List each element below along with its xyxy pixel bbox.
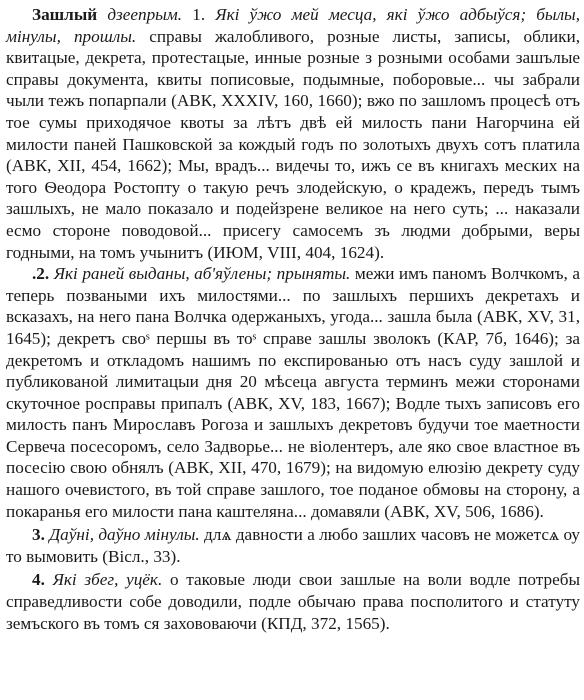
sense-citations: длѧ давности а любо зашлих часовъ не можетсѧ оу то вымовить (Вісл., 33).: [6, 525, 581, 566]
sense-number: 4.: [32, 570, 45, 590]
part-of-speech: дзеeпрым.: [107, 5, 183, 24]
sense-gloss: Які раней выданы, аб'яўлены; прыняты.: [53, 264, 351, 284]
entry-sense-3: [6, 524, 580, 567]
dictionary-page: [6, 4, 580, 634]
sense-gloss: Які ўжо мей месца, які ўжо адбыўся; былы, мінулы, прошлы.: [6, 5, 580, 46]
sense-citations: справы жалобливого, розные листы, записы, облики, квитацые, декрета, протестацые, инные розные з розными особами зашълые справы документа, квиты пописовые, подымные, поборовые... чы забрали чыли тежъ попарпали (АВК, XXXIV, 160, 1660); вжо по зашломъ процесѣ отъ тое сумы приходячое квоты за лѣтъ двѣ ей милость пани Нагорчина ей милости паней Пашковской за кождый годъ по золотыхъ двухъ сотъ платила (АВК, XII, 454, 1662); Мы, врадъ... видечы то, ижъ се въ книгахъ меских на того Ѳеодора Ростопту о такую речъ злодейскую, о крадежъ, передъ тымъ зашлыхъ, не мало показало и подейзрене великое на него суть; ... наказали есмо стороне поводовой... присегу самосемъ зъ людми добрыми, веры годными, на томъ учынитъ (ИЮМ, VIII, 404, 1624).: [6, 26, 581, 262]
entry-sense-2: [6, 263, 580, 522]
headword: Зашлый: [32, 5, 98, 24]
sense-citations: о таковые люди свои зашлые на воли водле потребы справедливости собе доводили, подле обычаю права посполитого и статуту земъского въ томъ ся захововаючи (КПД, 372, 1565).: [6, 570, 581, 633]
sense-number: 3.: [32, 525, 45, 545]
sense-number: 1.: [192, 5, 206, 24]
entry-sense-4: [6, 569, 580, 634]
entry-sense-1: [6, 4, 580, 263]
sense-gloss: Які збег, уцёк.: [52, 570, 163, 590]
sense-citations: межи имъ паномъ Волчкомъ, а теперь позваными ихъ милостями... по зашлыхъ першихъ декретахъ и всказахъ, на него пана Волчка одержаныхъ, угода... зашла была (АВК, XV, 31, 1645); декретъ своˢ першы въ тоˢ справе зашлы зволокъ (КАР, 7б, 1646); за декретомъ и откладомъ нашимъ по експированью отъ насъ суду зашлой и публикованой лимитацыи дня 20 мѣсеца августа терминъ межи сторонами скуточное росправы припалъ (АВК, XV, 183, 1667); Водле тыхъ записовъ его милость панъ Мирославъ Рогоза и зашлыхъ декретовъ будучи тое маетности Сервеча посесоромъ, село Задворье... не віолентеръ, але яко свое властное въ посесію свою обнялъ (АВК, XII, 470, 1679); на видомую елюзію декрету суду нашого очевистого, въ той справе зашлого, тое поданое обмовы на сторону, а покаранья его милости пана каштеляна... домавяли (АВК, XV, 506, 1686).: [6, 264, 580, 521]
sense-number: .2.: [32, 264, 50, 284]
sense-gloss: Даўні, даўно мінулы.: [49, 525, 200, 545]
